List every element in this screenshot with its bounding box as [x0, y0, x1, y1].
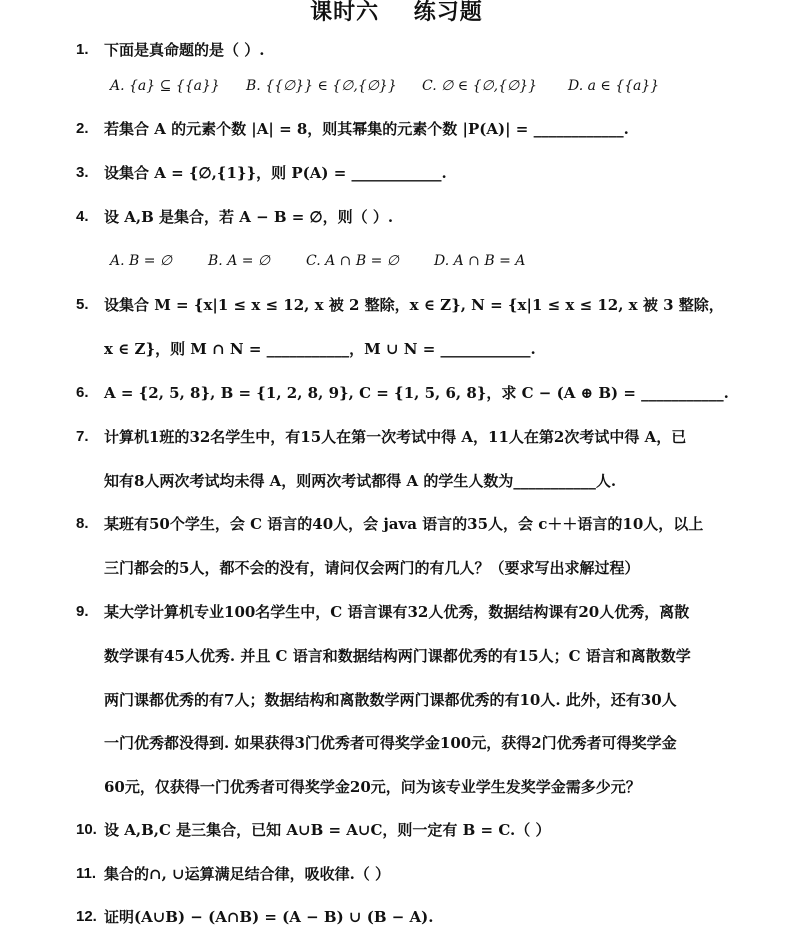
question-text: 一门优秀都没得到. 如果获得3门优秀者可得奖学金100元，获得2门优秀者可得奖学金 — [104, 734, 677, 752]
question-number: 5. — [76, 296, 89, 313]
question-text: 知有8人两次考试均未得 A，则两次考试都得 A 的学生人数为___________人. — [104, 472, 617, 490]
option-d: D. A ∩ B = A — [434, 253, 526, 269]
option-b: B. A = ∅ — [208, 253, 271, 269]
question-text: 设集合 M = {x|1 ≤ x ≤ 12, x 被 2 整除，x ∈ Z}, N = {x|1 ≤ x ≤ 12, x 被 3 整除， — [104, 296, 724, 314]
question-text: 设集合 A = {∅,{1}}，则 P(A) = ____________. — [104, 164, 447, 182]
option-d: D. a ∈ {{a}} — [568, 78, 660, 94]
question-number: 9. — [76, 603, 89, 620]
question-text: 60元，仅获得一门优秀者可得奖学金20元，问为该专业学生发奖学金需多少元？ — [104, 778, 641, 796]
question-text: 某大学计算机专业100名学生中，C 语言课有32人优秀，数据结构课有20人优秀，离散 — [104, 603, 690, 621]
question-text: 集合的∩, ∪运算满足结合律，吸收律.（ ） — [104, 865, 391, 883]
question-number: 6. — [76, 384, 89, 401]
option-a: A. {a} ⊆ {{a}} — [110, 78, 220, 94]
question-text: 设 A,B 是集合，若 A − B = ∅，则（ ）. — [104, 208, 394, 226]
option-row — [110, 251, 525, 271]
option-c: C. ∅ ∈ {∅,{∅}} — [422, 78, 538, 94]
option-c: C. A ∩ B = ∅ — [306, 253, 399, 269]
question-text: A = {2, 5, 8}, B = {1, 2, 8, 9}, C = {1, 5, 6, 8}，求 C − (A ⊕ B) = ___________. — [104, 384, 729, 402]
option-a: A. B = ∅ — [110, 253, 173, 269]
question-number: 10. — [76, 821, 97, 838]
question-text: 计算机1班的32名学生中，有15人在第一次考试中得 A，11人在第2次考试中得 A，已 — [104, 428, 687, 446]
question-text: x ∈ Z}，则 M ∩ N = ___________，M ∪ N = ____________. — [104, 340, 536, 358]
question-text: 某班有50个学生，会 C 语言的40人，会 java 语言的35人，会 c＋＋语言的10人，以上 — [104, 515, 704, 533]
question-number: 12. — [76, 908, 97, 925]
question-text: 若集合 A 的元素个数 |A| = 8，则其幂集的元素个数 |P(A)| = ____________. — [104, 120, 629, 138]
question-number: 1. — [76, 41, 89, 58]
question-text: 两门课都优秀的有7人；数据结构和离散数学两门课都优秀的有10人. 此外，还有30人 — [104, 691, 677, 709]
question-number: 4. — [76, 208, 89, 225]
option-b: B. {{∅}} ∈ {∅,{∅}} — [246, 78, 397, 94]
question-number: 11. — [76, 865, 97, 882]
question-text: 证明(A∪B) − (A∩B) = (A − B) ∪ (B − A). — [104, 908, 434, 926]
page-title: 课时六 练习题 — [310, 0, 483, 25]
question-number: 3. — [76, 164, 89, 181]
question-text: 数学课有45人优秀. 并且 C 语言和数据结构两门课都优秀的有15人；C 语言和离散数学 — [104, 647, 691, 665]
question-number: 7. — [76, 428, 89, 445]
option-row — [110, 76, 659, 96]
question-number: 8. — [76, 515, 89, 532]
question-text: 下面是真命题的是（ ）. — [104, 41, 265, 59]
question-text: 设 A,B,C 是三集合，已知 A∪B = A∪C，则一定有 B = C.（ ） — [104, 821, 551, 839]
question-number: 2. — [76, 120, 89, 137]
question-text: 三门都会的5人，都不会的没有，请问仅会两门的有几人？（要求写出求解过程） — [104, 559, 640, 577]
